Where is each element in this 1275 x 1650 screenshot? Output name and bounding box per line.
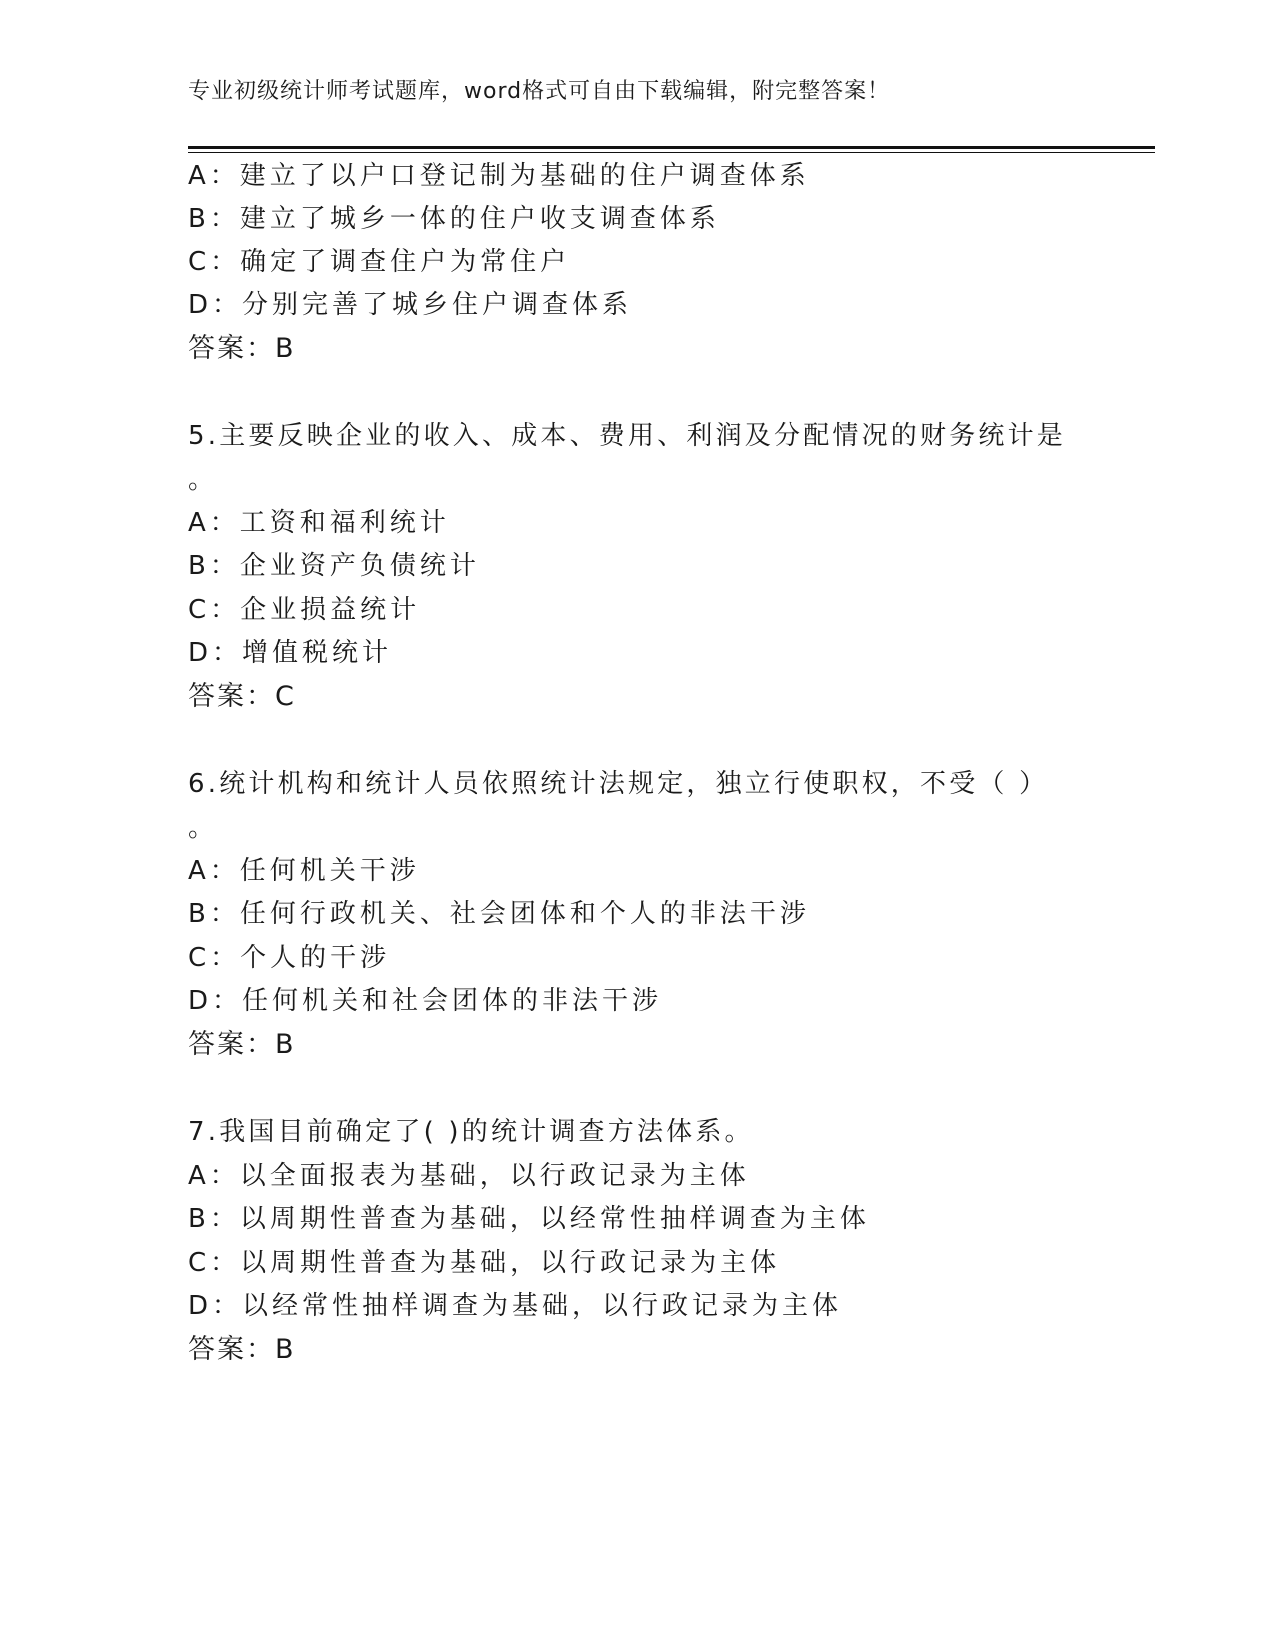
q5-option-a: A：工资和福利统计 (188, 508, 450, 538)
q6-stem-continued: 。 (188, 813, 219, 843)
q4-option-c: C：确定了调查住户为常住户 (188, 247, 571, 277)
q4-option-d: D：分别完善了城乡住户调查体系 (188, 290, 633, 320)
page-header: 专业初级统计师考试题库，word格式可自由下载编辑，附完整答案！ (188, 79, 891, 104)
q7-answer: 答案：B (188, 1334, 296, 1365)
q6-option-b: B：任何行政机关、社会团体和个人的非法干涉 (188, 899, 810, 929)
q5-option-c: C：企业损益统计 (188, 595, 421, 625)
q5-option-d: D：增值税统计 (188, 638, 393, 668)
q6-option-d: D：任何机关和社会团体的非法干涉 (188, 986, 663, 1016)
q4-option-b: B：建立了城乡一体的住户收支调查体系 (188, 204, 720, 234)
q7-option-a: A：以全面报表为基础，以行政记录为主体 (188, 1161, 750, 1191)
q5-stem: 5.主要反映企业的收入、成本、费用、利润及分配情况的财务统计是 (188, 421, 1067, 451)
q5-answer: 答案：C (188, 681, 296, 712)
q7-option-c: C：以周期性普查为基础，以行政记录为主体 (188, 1248, 781, 1278)
q7-option-b: B：以周期性普查为基础，以经常性抽样调查为主体 (188, 1204, 870, 1234)
q6-answer: 答案：B (188, 1029, 296, 1060)
q6-stem: 6.统计机构和统计人员依照统计法规定，独立行使职权，不受（ ） (188, 769, 1049, 799)
q5-option-b: B：企业资产负债统计 (188, 551, 480, 581)
q7-option-d: D：以经常性抽样调查为基础，以行政记录为主体 (188, 1291, 843, 1321)
header-rule-thick (188, 146, 1155, 149)
q6-option-c: C：个人的干涉 (188, 943, 391, 973)
q5-stem-continued: 。 (188, 465, 219, 495)
q4-answer: 答案：B (188, 333, 296, 364)
q4-option-a: A：建立了以户口登记制为基础的住户调查体系 (188, 161, 810, 191)
q6-option-a: A：任何机关干涉 (188, 856, 420, 886)
q7-stem: 7.我国目前确定了( )的统计调查方法体系。 (188, 1117, 754, 1147)
header-rule-thin (188, 152, 1155, 153)
